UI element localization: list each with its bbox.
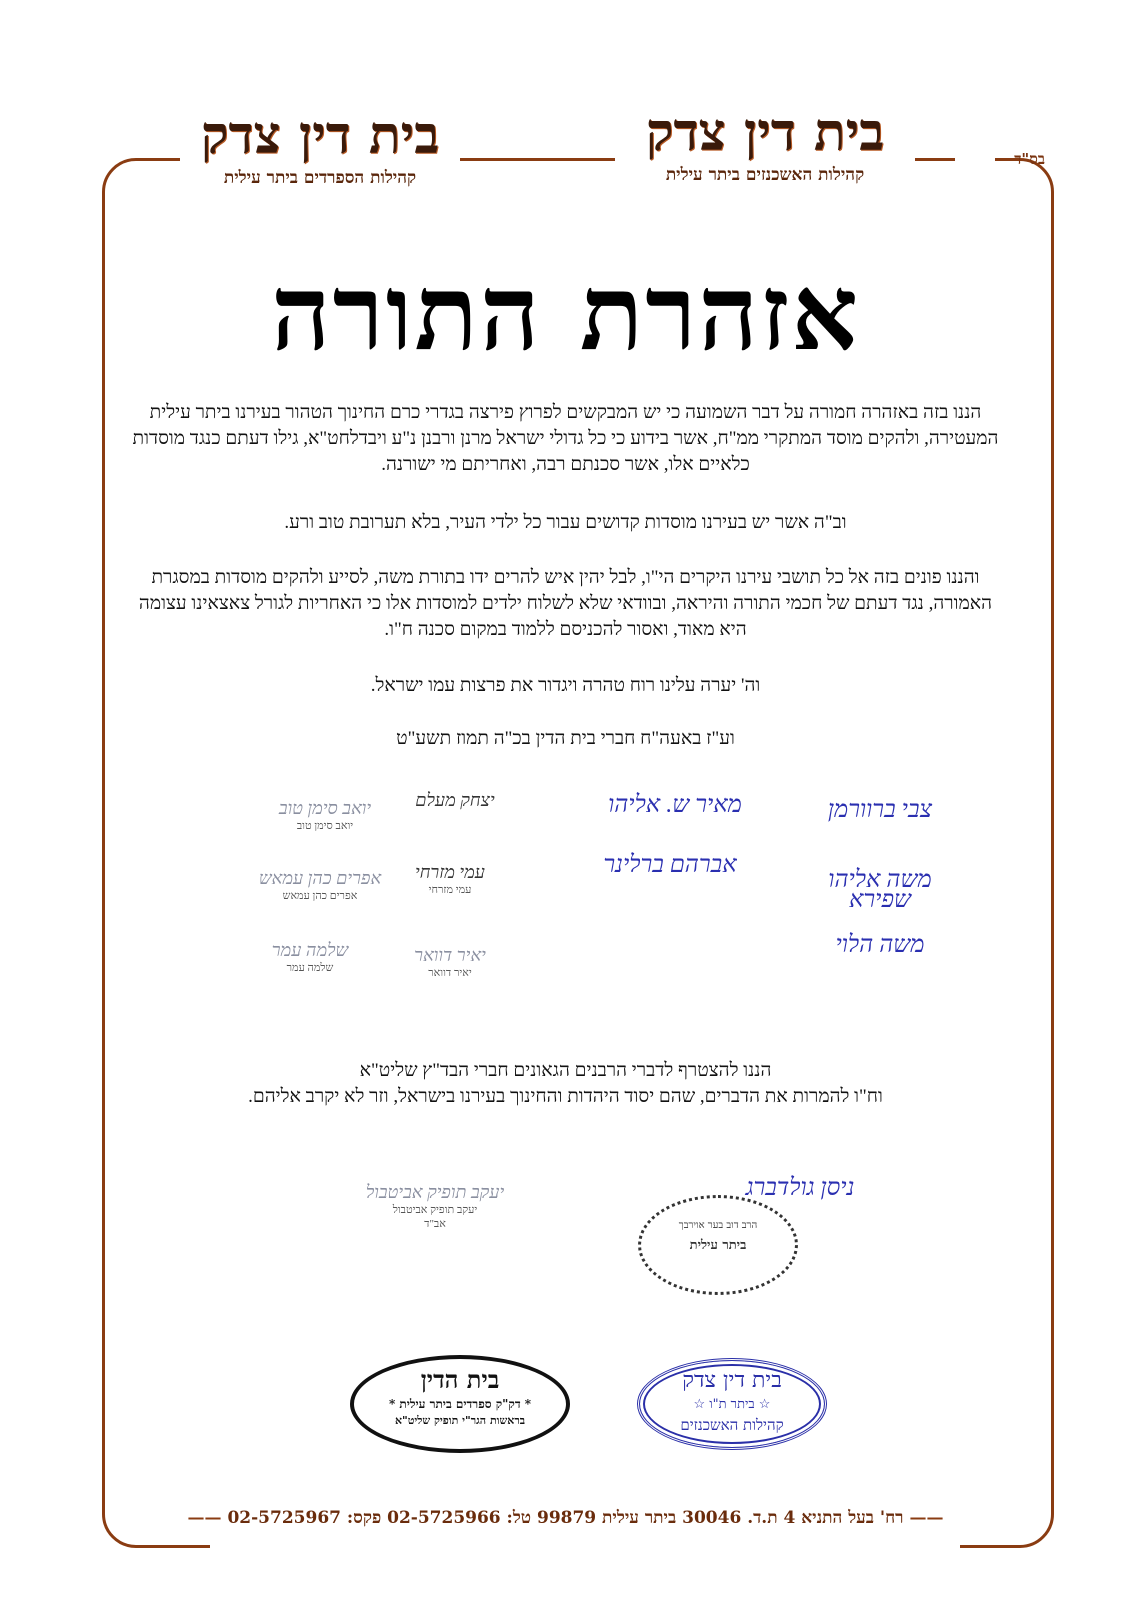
ashkenazi-beit-din-stamp: בית דין צדק ☆ ביתר ת"ו ☆ קהילות האשכנזים bbox=[637, 1358, 827, 1450]
signature-3: עמי מזרחי עמי מזרחי bbox=[415, 862, 485, 896]
signature-1: יצחק מעלם bbox=[415, 790, 495, 810]
signature-7: צבי ברוורמן bbox=[827, 797, 933, 823]
header-left-org bbox=[185, 105, 455, 188]
bsd-mark: בס"ד bbox=[1014, 150, 1045, 168]
signature-10: אברהם ברלינר bbox=[603, 852, 737, 878]
endorsement-line-1: הננו להצטרף לדברי הרבנים הגאונים חברי הבד"ץ שליט"א bbox=[359, 1060, 772, 1081]
paragraph-2: וב"ה אשר יש בעירנו מוסדות קדושים עבור כל ילדי העיר, בלא תערובת טוב ורע. bbox=[284, 512, 847, 533]
footer-contact-info bbox=[0, 1508, 1131, 1528]
rabbi-stamp: הרב דוב בער אוירבך ביתר עילית bbox=[638, 1195, 798, 1295]
frame-gap-bsd bbox=[955, 150, 995, 164]
footer-address: רח' בעל התניא 4 ת.ד. 30046 ביתר עילית 99879 טל: 02-5725966 פקס: 02-5725967 bbox=[227, 1508, 904, 1528]
header-right-org bbox=[620, 102, 910, 185]
paragraph-1: הננו בזה באזהרה חמורה על דבר השמועה כי יש המבקשים לפרוץ פירצה בגדרי כרם החינוך הטהור בעירנו ביתר עילית המעטירה, ולהקים מוסד המתקרי ממ"ח, אשר בידוע כי כל גדולי ישראל מרנן ורבנן נ"ע ויבדלחט"א, גילו דעתם כנגד מוסדות כלאיים אלו, אשר סכנתם רבה, ואחריתם מי ישורנה. bbox=[132, 402, 999, 475]
signature-11: משה הלוי bbox=[835, 932, 925, 958]
signature-4: אפרים כהן עמאש אפרים כהן עמאש bbox=[258, 868, 382, 902]
right-org-subtitle: קהילות האשכנזים ביתר עילית bbox=[665, 165, 865, 185]
sephardi-beit-din-stamp: בית הדין * דק"ק ספרדים ביתר עילית * בראשות הגר"י תופיק שליט"א bbox=[350, 1355, 570, 1453]
signature-8: מאיר ש. אליהו bbox=[608, 792, 742, 818]
paragraph-3: והננו פונים בזה אל כל תושבי עירנו היקרים הי"ו, לבל יהין איש להרים ידו בתורת משה, לסייע ולהקים מוסדות במסגרת האמורה, נגד דעתם של חכמי התורה והיראה, ובוודאי שלא לשלוח ילדים למוסדות אלו כי האחריות לגורל צאצאינו עצומה היא מאוד, ואסור להכניסם ללמוד במקום סכנה ח"ו. bbox=[138, 567, 993, 640]
paragraph-signoff: וע"ז באעה"ח חברי בית הדין בכ"ה תמוז תשע"ט bbox=[396, 728, 735, 749]
signature-5: יאיר דוואר יאיר דוואר bbox=[414, 945, 486, 979]
rabbi-signature: ניסן גולדברג bbox=[745, 1175, 855, 1201]
frame-gap-footer bbox=[210, 1540, 960, 1554]
right-org-title: בית דין צדק bbox=[645, 102, 885, 163]
av-beit-din-signature: יעקב תופיק אביטבול יעקב תופיק אביטבול אב"ד bbox=[365, 1182, 505, 1230]
footer-dash-right: —— bbox=[903, 1508, 944, 1528]
paragraph-4: וה' יערה עלינו רוח טהרה ויגדור את פרצות עמו ישראל. bbox=[370, 675, 761, 696]
left-org-subtitle: קהילות הספרדים ביתר עילית bbox=[223, 168, 417, 188]
signature-6: שלמה עמר שלמה עמר bbox=[271, 940, 349, 974]
endorsement-line-2: וח"ו להמרות את הדברים, שהם יסוד היהדות והחינוך בעירנו בישראל, וזר לא יקרב אליהם. bbox=[248, 1086, 883, 1107]
page-title: אזהרת התורה bbox=[270, 251, 861, 374]
signature-2: יואב סימן טוב יואב סימן טוב bbox=[278, 798, 372, 832]
left-org-title: בית דין צדק bbox=[200, 105, 440, 166]
signature-9: משה אליהו שפירא bbox=[828, 867, 932, 913]
footer-dash-left: —— bbox=[187, 1508, 228, 1528]
